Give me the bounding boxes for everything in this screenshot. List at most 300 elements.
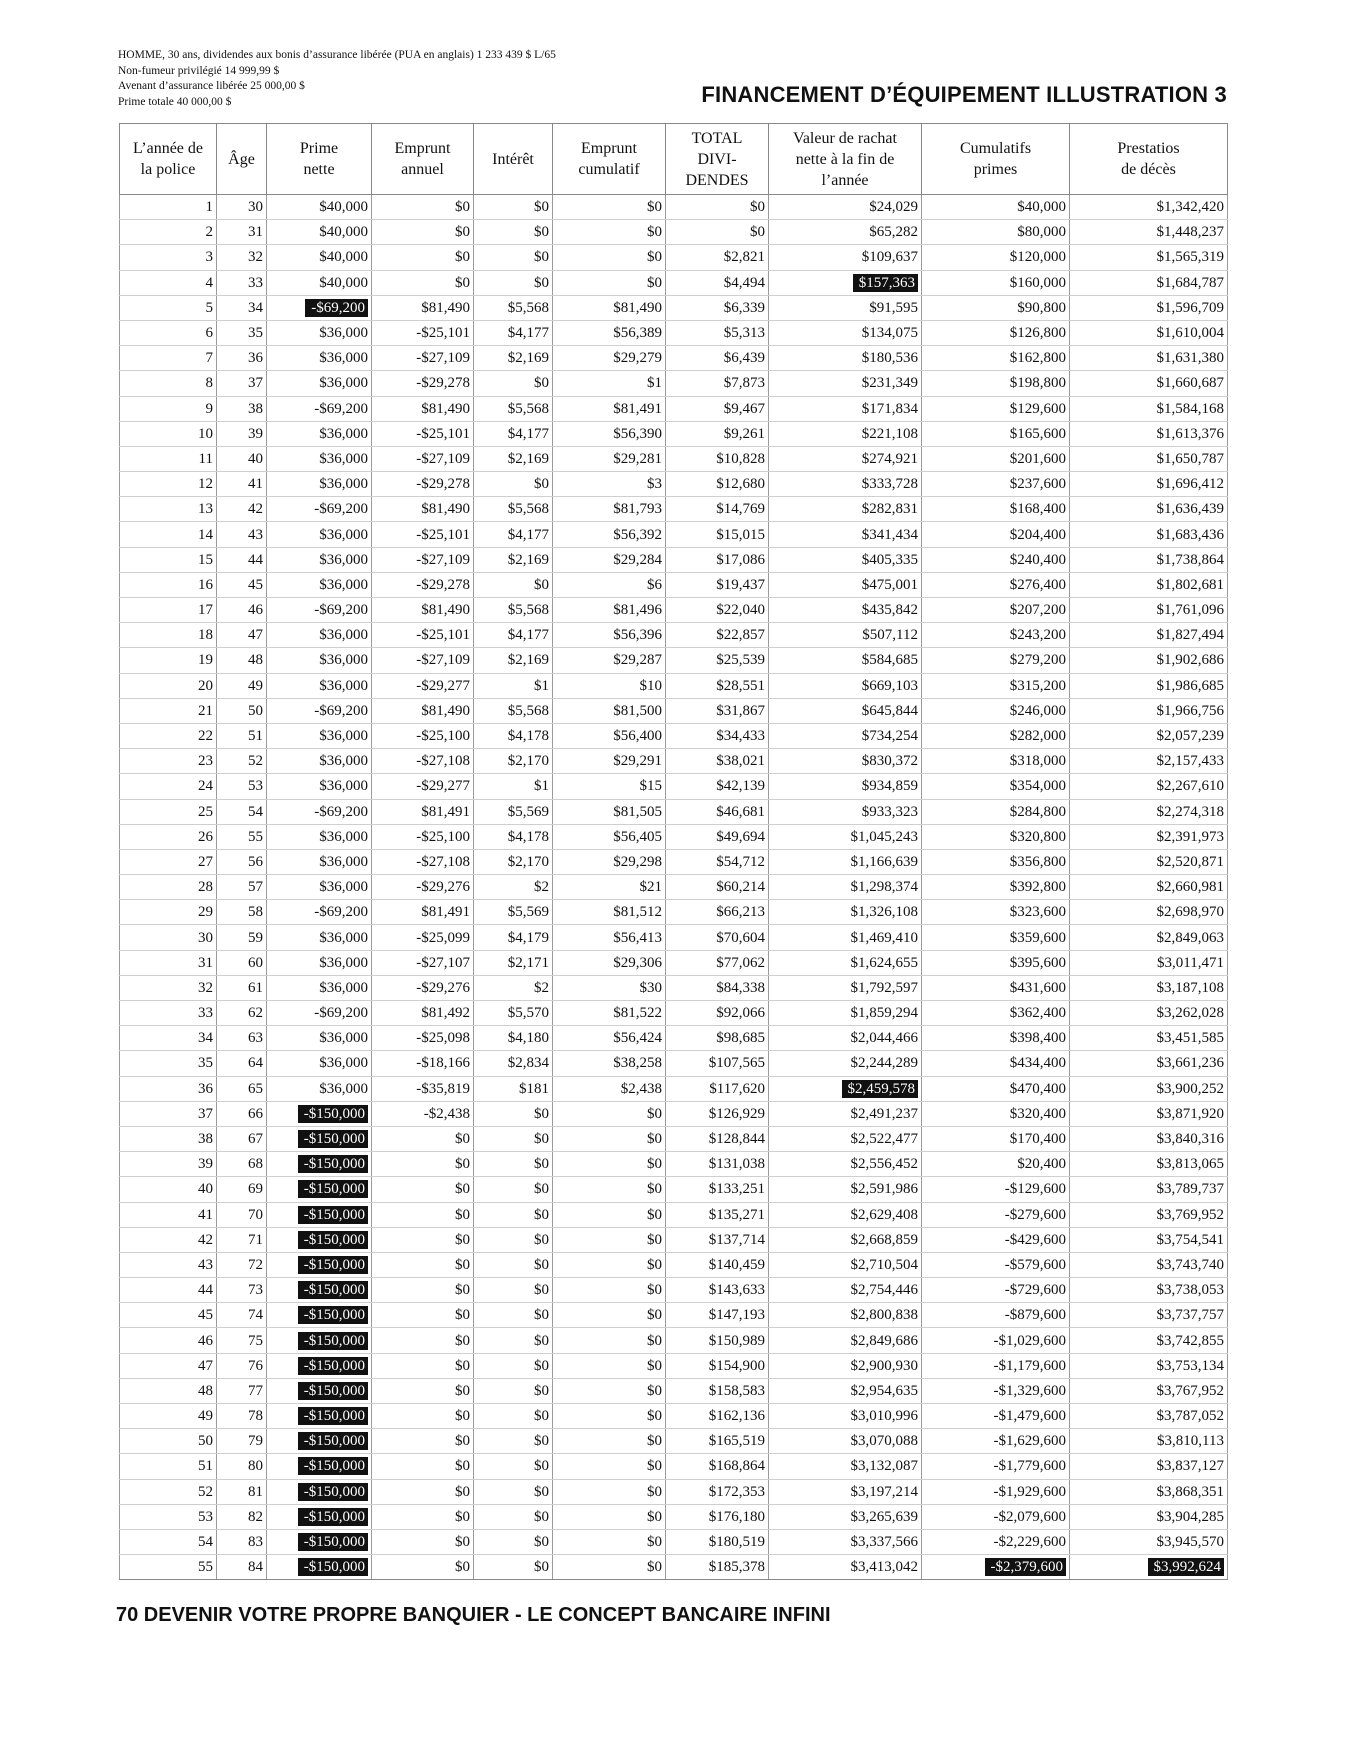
table-cell xyxy=(666,1529,769,1554)
table-cell xyxy=(217,723,267,748)
table-row xyxy=(120,1101,1228,1126)
cell-value: $56,396 xyxy=(613,627,662,644)
cell-value: $140,459 xyxy=(708,1256,765,1273)
table-cell xyxy=(1070,875,1228,900)
table-cell xyxy=(553,1429,666,1454)
cell-value: $0 xyxy=(647,1206,662,1223)
table-row xyxy=(120,1353,1228,1378)
cell-value: $29,306 xyxy=(613,954,662,971)
table-cell xyxy=(372,522,474,547)
table-cell xyxy=(922,774,1070,799)
table-cell xyxy=(267,1177,372,1202)
table-cell xyxy=(267,1404,372,1429)
cell-value: $0 xyxy=(534,224,549,241)
table-cell xyxy=(372,1454,474,1479)
cell-value: $1,613,376 xyxy=(1156,425,1224,442)
table-cell xyxy=(553,975,666,1000)
cell-value: $0 xyxy=(455,1382,470,1399)
table-cell xyxy=(267,698,372,723)
table-cell xyxy=(769,1001,922,1026)
cell-value: $0 xyxy=(534,1458,549,1475)
cell-value: $3,754,541 xyxy=(1156,1231,1224,1248)
cell-value: -$1,179,600 xyxy=(993,1357,1066,1374)
cell-value: $0 xyxy=(534,1206,549,1223)
assumption-line: Prime totale 40 000,00 $ xyxy=(118,95,232,108)
table-cell xyxy=(217,950,267,975)
cell-value: -$150,000 xyxy=(298,1256,368,1274)
table-cell xyxy=(474,1051,553,1076)
cell-value: $1 xyxy=(534,778,549,795)
cell-value: -$27,109 xyxy=(416,350,470,367)
cell-value: $0 xyxy=(455,1181,470,1198)
table-cell xyxy=(553,1001,666,1026)
table-cell xyxy=(217,774,267,799)
assumption-line: Avenant d’assurance libérée 25 000,00 $ xyxy=(118,80,305,92)
table-cell xyxy=(553,1378,666,1403)
table-cell xyxy=(666,925,769,950)
cell-value: $0 xyxy=(534,1332,549,1349)
cell-value: 82 xyxy=(248,1508,263,1525)
cell-value: 17 xyxy=(198,602,213,619)
table-cell xyxy=(474,1126,553,1151)
cell-value: 48 xyxy=(248,652,263,669)
cell-value: $36,000 xyxy=(319,375,368,392)
table-cell xyxy=(666,975,769,1000)
table-cell xyxy=(474,875,553,900)
cell-value: $0 xyxy=(534,1357,549,1374)
table-cell xyxy=(666,1001,769,1026)
cell-value: $29,279 xyxy=(613,350,662,367)
cell-value: $0 xyxy=(750,224,765,241)
table-cell xyxy=(922,572,1070,597)
table-cell xyxy=(120,875,217,900)
cell-value: $0 xyxy=(647,1181,662,1198)
table-cell xyxy=(474,925,553,950)
cell-value: $2,459,578 xyxy=(842,1080,919,1098)
table-row xyxy=(120,270,1228,295)
cell-value: $4,177 xyxy=(507,627,549,644)
table-cell xyxy=(267,1303,372,1328)
cell-value: $0 xyxy=(647,1357,662,1374)
cell-value: $3,945,570 xyxy=(1156,1534,1224,1551)
cell-value: $6,339 xyxy=(723,299,765,316)
table-cell xyxy=(120,1404,217,1429)
cell-value: $2,556,452 xyxy=(850,1156,918,1173)
table-cell xyxy=(217,1126,267,1151)
table-cell xyxy=(372,346,474,371)
table-row xyxy=(120,1404,1228,1429)
table-cell xyxy=(120,572,217,597)
table-cell xyxy=(1070,673,1228,698)
table-cell xyxy=(474,1101,553,1126)
cell-value: $36,000 xyxy=(319,325,368,342)
table-cell xyxy=(372,572,474,597)
cell-value: 78 xyxy=(248,1408,263,1425)
cell-value: 49 xyxy=(198,1408,213,1425)
table-cell xyxy=(372,1051,474,1076)
cell-value: $1,342,420 xyxy=(1156,199,1224,216)
table-cell xyxy=(372,623,474,648)
cell-value: $1,684,787 xyxy=(1156,274,1224,291)
table-cell xyxy=(120,547,217,572)
table-cell xyxy=(553,1479,666,1504)
table-cell xyxy=(666,849,769,874)
table-row xyxy=(120,245,1228,270)
cell-value: 51 xyxy=(198,1458,213,1475)
cell-value: $5,568 xyxy=(507,400,549,417)
table-cell xyxy=(666,1429,769,1454)
cell-value: 16 xyxy=(198,576,213,593)
cell-value: $0 xyxy=(455,1307,470,1324)
cell-value: $5,569 xyxy=(507,803,549,820)
cell-value: 44 xyxy=(198,1282,213,1299)
cell-value: $81,490 xyxy=(613,299,662,316)
table-cell xyxy=(120,421,217,446)
cell-value: -$25,100 xyxy=(416,728,470,745)
table-cell xyxy=(120,446,217,471)
column-header-line: Emprunt xyxy=(394,140,451,157)
cell-value: $40,000 xyxy=(319,249,368,266)
cell-value: 68 xyxy=(248,1156,263,1173)
column-header xyxy=(666,124,769,195)
table-cell xyxy=(474,1404,553,1429)
cell-value: -$29,278 xyxy=(416,476,470,493)
table-cell xyxy=(769,900,922,925)
table-cell xyxy=(372,1479,474,1504)
table-cell xyxy=(666,522,769,547)
cell-value: $40,000 xyxy=(319,274,368,291)
table-cell xyxy=(120,371,217,396)
table-cell xyxy=(553,824,666,849)
table-cell xyxy=(474,1429,553,1454)
cell-value: $81,522 xyxy=(613,1005,662,1022)
table-cell xyxy=(474,1454,553,1479)
table-cell xyxy=(372,1555,474,1580)
table-cell xyxy=(372,598,474,623)
table-cell xyxy=(217,598,267,623)
cell-value: $362,400 xyxy=(1009,1005,1066,1022)
table-cell xyxy=(769,1555,922,1580)
cell-value: $117,620 xyxy=(709,1080,765,1097)
table-cell xyxy=(1070,1328,1228,1353)
table-row xyxy=(120,1454,1228,1479)
cell-value: $1,986,685 xyxy=(1156,677,1224,694)
cell-value: $19,437 xyxy=(716,576,765,593)
column-header-line: L’année de xyxy=(132,140,204,157)
cell-value: $1,469,410 xyxy=(850,929,918,946)
table-cell xyxy=(553,245,666,270)
cell-value: $168,864 xyxy=(708,1458,765,1475)
cell-value: $2,591,986 xyxy=(850,1181,918,1198)
table-cell xyxy=(267,975,372,1000)
column-header xyxy=(1070,124,1228,195)
table-cell xyxy=(666,1051,769,1076)
table-cell xyxy=(922,1328,1070,1353)
table-cell xyxy=(120,1479,217,1504)
table-cell xyxy=(1070,1051,1228,1076)
cell-value: $204,400 xyxy=(1009,526,1066,543)
table-cell xyxy=(553,925,666,950)
table-cell xyxy=(1070,1126,1228,1151)
cell-value: $2,391,973 xyxy=(1156,828,1224,845)
cell-value: -$29,278 xyxy=(416,375,470,392)
cell-value: $147,193 xyxy=(708,1307,765,1324)
cell-value: $36,000 xyxy=(319,954,368,971)
table-cell xyxy=(372,421,474,446)
table-cell xyxy=(769,396,922,421)
table-cell xyxy=(769,1479,922,1504)
table-row xyxy=(120,1152,1228,1177)
cell-value: -$27,109 xyxy=(416,450,470,467)
cell-value: 28 xyxy=(198,879,213,896)
cell-value: 56 xyxy=(248,853,263,870)
table-cell xyxy=(267,1555,372,1580)
cell-value: $0 xyxy=(647,1256,662,1273)
cell-value: $3,197,214 xyxy=(850,1483,918,1500)
table-cell xyxy=(553,295,666,320)
cell-value: $3,661,236 xyxy=(1156,1055,1224,1072)
cell-value: $0 xyxy=(647,1408,662,1425)
table-cell xyxy=(217,623,267,648)
table-cell xyxy=(1070,824,1228,849)
cell-value: -$25,099 xyxy=(416,929,470,946)
cell-value: $168,400 xyxy=(1009,501,1066,518)
cell-value: $1,966,756 xyxy=(1156,702,1224,719)
column-header xyxy=(553,124,666,195)
column-header xyxy=(769,124,922,195)
cell-value: $0 xyxy=(647,1458,662,1475)
table-cell xyxy=(666,900,769,925)
table-cell xyxy=(922,1278,1070,1303)
table-cell xyxy=(666,774,769,799)
cell-value: 47 xyxy=(198,1357,213,1374)
cell-value: $0 xyxy=(534,375,549,392)
table-cell xyxy=(666,547,769,572)
table-cell xyxy=(666,446,769,471)
table-cell xyxy=(1070,547,1228,572)
cell-value: $60,214 xyxy=(716,879,765,896)
cell-value: $2,660,981 xyxy=(1156,879,1224,896)
cell-value: $2,754,446 xyxy=(850,1282,918,1299)
table-cell xyxy=(769,547,922,572)
table-row xyxy=(120,1328,1228,1353)
cell-value: $2,520,871 xyxy=(1156,853,1224,870)
cell-value: $56,424 xyxy=(613,1030,662,1047)
cell-value: $36,000 xyxy=(319,677,368,694)
cell-value: $126,929 xyxy=(708,1105,765,1122)
cell-value: $81,496 xyxy=(613,602,662,619)
table-cell xyxy=(120,320,217,345)
table-cell xyxy=(267,1076,372,1101)
cell-value: $1,624,655 xyxy=(850,954,918,971)
table-cell xyxy=(666,1152,769,1177)
table-cell xyxy=(372,799,474,824)
cell-value: $5,568 xyxy=(507,602,549,619)
cell-value: $0 xyxy=(647,199,662,216)
cell-value: $246,000 xyxy=(1009,702,1066,719)
table-row xyxy=(120,346,1228,371)
table-cell xyxy=(120,472,217,497)
cell-value: 59 xyxy=(248,929,263,946)
table-cell xyxy=(769,1227,922,1252)
table-cell xyxy=(120,1227,217,1252)
table-cell xyxy=(922,975,1070,1000)
table-cell xyxy=(217,1378,267,1403)
table-cell xyxy=(217,245,267,270)
table-cell xyxy=(666,320,769,345)
table-cell xyxy=(474,497,553,522)
cell-value: 67 xyxy=(248,1131,263,1148)
table-cell xyxy=(474,975,553,1000)
table-cell xyxy=(217,195,267,220)
cell-value: $160,000 xyxy=(1009,274,1066,291)
cell-value: $3,011,471 xyxy=(1157,954,1224,971)
column-header-line: cumulatif xyxy=(578,161,640,178)
column-header-line: Âge xyxy=(228,150,255,168)
table-cell xyxy=(372,371,474,396)
cell-value: $80,000 xyxy=(1017,224,1066,241)
cell-value: $29,284 xyxy=(613,551,662,568)
cell-value: 23 xyxy=(198,753,213,770)
table-cell xyxy=(267,1227,372,1252)
table-cell xyxy=(217,1454,267,1479)
table-cell xyxy=(769,1202,922,1227)
table-row xyxy=(120,522,1228,547)
cell-value: $470,400 xyxy=(1009,1080,1066,1097)
cell-value: $36,000 xyxy=(319,450,368,467)
cell-value: $2,834 xyxy=(507,1055,549,1072)
cell-value: 9 xyxy=(205,400,213,417)
cell-value: $77,062 xyxy=(716,954,765,971)
cell-value: 35 xyxy=(198,1055,213,1072)
table-cell xyxy=(267,195,372,220)
cell-value: $0 xyxy=(455,1131,470,1148)
cell-value: $2,169 xyxy=(507,652,549,669)
cell-value: $158,583 xyxy=(708,1382,765,1399)
column-header-line: la police xyxy=(140,161,196,178)
table-cell xyxy=(267,1378,372,1403)
table-cell xyxy=(1070,1303,1228,1328)
cell-value: 10 xyxy=(198,425,213,442)
cell-value: $0 xyxy=(455,1256,470,1273)
table-cell xyxy=(217,698,267,723)
table-cell xyxy=(666,1454,769,1479)
table-cell xyxy=(922,1001,1070,1026)
cell-value: $25,539 xyxy=(716,652,765,669)
table-cell xyxy=(372,975,474,1000)
table-cell xyxy=(553,1026,666,1051)
table-row xyxy=(120,320,1228,345)
table-cell xyxy=(666,1101,769,1126)
cell-value: $137,714 xyxy=(708,1231,765,1248)
cell-value: $0 xyxy=(647,1307,662,1324)
table-cell xyxy=(769,371,922,396)
table-cell xyxy=(217,648,267,673)
cell-value: $29,281 xyxy=(613,450,662,467)
cell-value: $7,873 xyxy=(723,375,765,392)
table-cell xyxy=(1070,497,1228,522)
table-cell xyxy=(120,1303,217,1328)
table-cell xyxy=(1070,320,1228,345)
cell-value: $3,451,585 xyxy=(1156,1030,1224,1047)
table-cell xyxy=(922,950,1070,975)
table-cell xyxy=(769,1529,922,1554)
table-cell xyxy=(1070,1555,1228,1580)
table-cell xyxy=(922,371,1070,396)
cell-value: $2,170 xyxy=(507,753,549,770)
cell-value: 52 xyxy=(198,1483,213,1500)
cell-value: 69 xyxy=(248,1181,263,1198)
cell-value: $29,298 xyxy=(613,853,662,870)
cell-value: $2,849,686 xyxy=(850,1332,918,1349)
cell-value: $1,298,374 xyxy=(850,879,918,896)
cell-value: 42 xyxy=(198,1231,213,1248)
cell-value: -$25,101 xyxy=(416,627,470,644)
cell-value: -$150,000 xyxy=(298,1206,368,1224)
cell-value: $36,000 xyxy=(319,476,368,493)
table-row xyxy=(120,824,1228,849)
table-cell xyxy=(1070,950,1228,975)
table-cell xyxy=(922,1076,1070,1101)
table-cell xyxy=(120,673,217,698)
cell-value: $21 xyxy=(639,879,662,896)
column-header-line: TOTAL xyxy=(691,129,743,147)
table-cell xyxy=(769,1303,922,1328)
cell-value: 48 xyxy=(198,1382,213,1399)
table-cell xyxy=(120,1454,217,1479)
table-row xyxy=(120,875,1228,900)
cell-value: $2,522,477 xyxy=(850,1131,918,1148)
table-cell xyxy=(769,1126,922,1151)
table-cell xyxy=(474,1555,553,1580)
cell-value: $131,038 xyxy=(708,1156,765,1173)
illustration-assumptions xyxy=(118,48,556,110)
cell-value: 5 xyxy=(205,299,213,316)
table-cell xyxy=(120,497,217,522)
table-cell xyxy=(769,270,922,295)
table-cell xyxy=(769,648,922,673)
table-cell xyxy=(217,1051,267,1076)
cell-value: -$150,000 xyxy=(298,1155,368,1173)
cell-value: 35 xyxy=(248,325,263,342)
table-cell xyxy=(474,1076,553,1101)
cell-value: $12,680 xyxy=(716,476,765,493)
cell-value: $5,570 xyxy=(507,1005,549,1022)
table-cell xyxy=(120,1026,217,1051)
cell-value: $4,179 xyxy=(507,929,549,946)
table-cell xyxy=(769,220,922,245)
column-header xyxy=(372,124,474,195)
table-cell xyxy=(372,1152,474,1177)
cell-value: 71 xyxy=(248,1231,263,1248)
table-row xyxy=(120,1278,1228,1303)
cell-value: $56,389 xyxy=(613,325,662,342)
table-cell xyxy=(474,320,553,345)
cell-value: $0 xyxy=(647,1131,662,1148)
cell-value: $0 xyxy=(534,1256,549,1273)
table-cell xyxy=(267,673,372,698)
column-header xyxy=(267,124,372,195)
table-cell xyxy=(372,774,474,799)
cell-value: $92,066 xyxy=(716,1005,765,1022)
cell-value: -$29,277 xyxy=(416,677,470,694)
cell-value: 51 xyxy=(248,728,263,745)
cell-value: $2,849,063 xyxy=(1156,929,1224,946)
cell-value: 39 xyxy=(198,1156,213,1173)
table-cell xyxy=(217,396,267,421)
table-cell xyxy=(553,673,666,698)
cell-value: $320,800 xyxy=(1009,828,1066,845)
